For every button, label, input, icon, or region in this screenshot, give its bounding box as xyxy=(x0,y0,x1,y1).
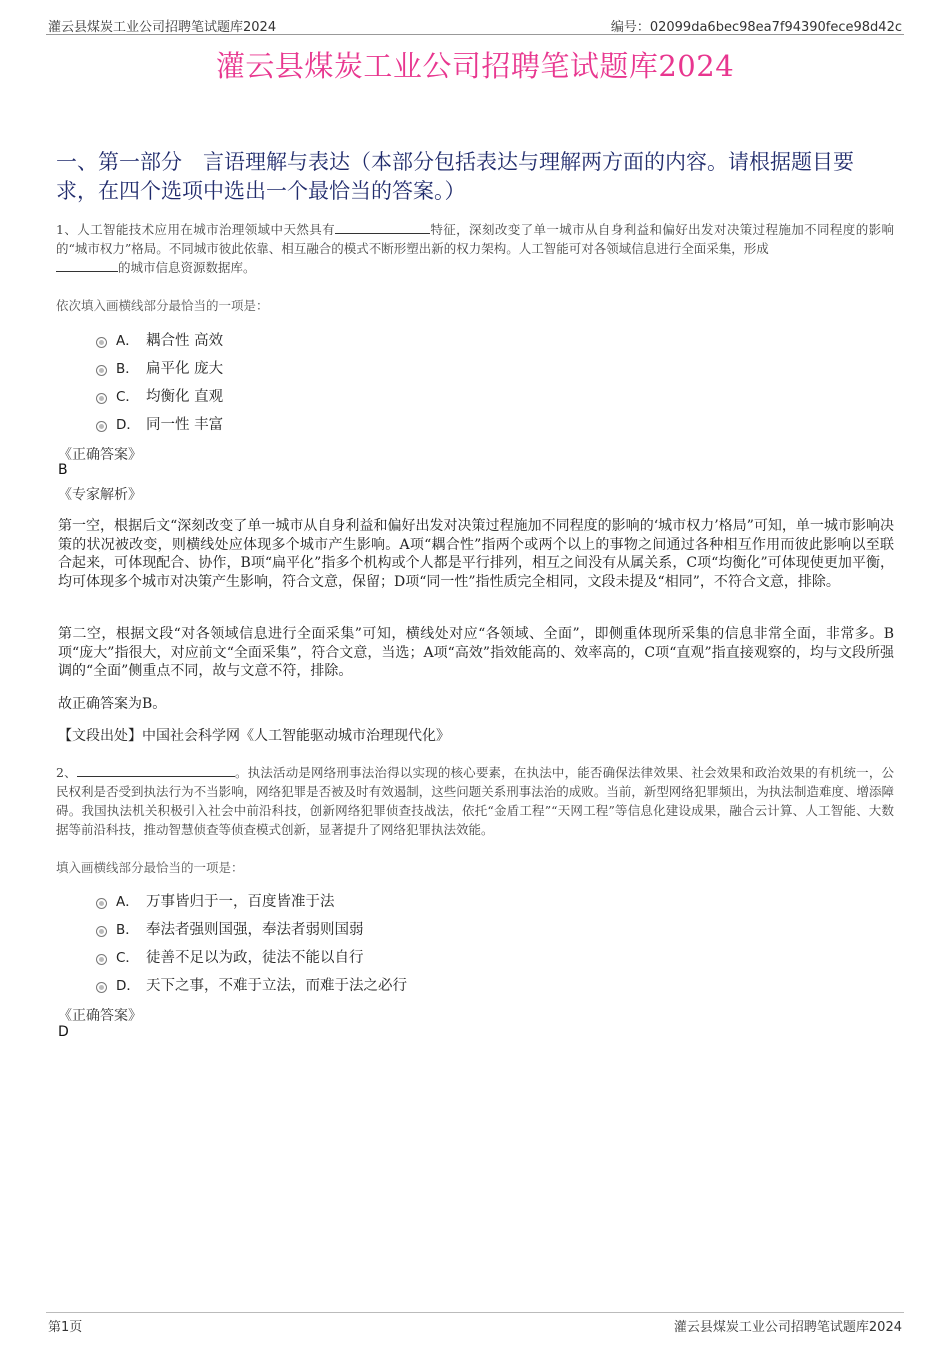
question-1-text-part: 1、人工智能技术应用在城市治理领域中天然具有 xyxy=(56,222,335,237)
question-2-text-part: 。执法活动是网络刑事法治得以实现的核心要素，在执法中，能否确保法律效果、社会效果和政治效果的有机统一，公民权利是否受到执法行为不当影响，网络犯罪是否被及时有效遏制，这些问题关系刑事法治的成败。当前，新型网络犯罪频出，为执法制造难度、增添障碍。我国执法机关积极引入社会中前沿科技，创新网络犯罪侦查技战法，依托“金盾工程”“天网工程”等信息化建设成果，融合云计算、人工智能、大数据等前沿科技，推动智慧侦查等侦查模式创新，显著提升了网络犯罪执法效能。 xyxy=(56,765,894,837)
option-text: 奉法者强则国强，奉法者弱则国弱 xyxy=(146,921,364,938)
page-header xyxy=(46,14,904,35)
question-1-text xyxy=(56,220,894,277)
option-text: 徒善不足以为政，徒法不能以自行 xyxy=(146,949,364,966)
option-a[interactable] xyxy=(96,886,407,914)
page-number: 第1页 xyxy=(48,1320,83,1335)
header-doc-name: 灌云县煤炭工业公司招聘笔试题库2024 xyxy=(48,20,277,35)
option-letter: C． xyxy=(116,950,139,966)
option-letter: D． xyxy=(116,978,140,994)
option-c[interactable] xyxy=(96,381,223,409)
radio-icon[interactable] xyxy=(96,365,107,376)
answer-tag: 《正确答案》 xyxy=(58,1008,142,1024)
analysis-paragraph-1: 第一空，根据后文“深刻改变了单一城市从自身利益和偏好出发对决策过程施加不同程度的影响的‘城市权力’格局”可知，单一城市影响决策的状况被改变，则横线处应体现多个城市产生影响。A项“耦合性”指两个或两个以上的事物之间通过各种相互作用而彼此影响以至联合起来，可体现配合、协作，B项“扁平化”指多个机构或个人都是平行排列，相互之间没有从属关系，C项“均衡化”可体现使更加平衡，均可体现多个城市对决策产生影响，符合文意，保留；D项“同一性”指性质完全相同，文段未提及“相同”，不符合文意，排除。 xyxy=(58,518,894,590)
answer-tag: 《正确答案》 xyxy=(58,447,142,463)
option-text: 天下之事，不难于立法，而难于法之必行 xyxy=(146,977,407,994)
radio-icon[interactable] xyxy=(96,954,107,965)
page-footer xyxy=(46,1312,904,1333)
question-2-prompt: 填入画横线部分最恰当的一项是： xyxy=(56,860,244,875)
question-2-text xyxy=(56,763,894,839)
radio-icon[interactable] xyxy=(96,421,107,432)
answer-blank xyxy=(335,221,430,234)
option-text: 均衡化 直观 xyxy=(146,388,224,405)
analysis-paragraph-2: 第二空，根据文段“对各领域信息进行全面采集”可知，横线处对应“各领域、全面”，即侧重体现所采集的信息非常全面，非常多。B项“庞大”指很大，对应前文“全面采集”，符合文意，当选；A项“高效”指效能高的、效率高的，C项“直观”指直接观察的，均与文段所强调的“全面”侧重点不同，故与文意不符，排除。 xyxy=(58,626,894,679)
radio-icon[interactable] xyxy=(96,393,107,404)
option-letter: A． xyxy=(116,333,139,349)
option-letter: D． xyxy=(116,417,140,433)
option-a[interactable] xyxy=(96,325,223,353)
option-letter: B． xyxy=(116,361,139,377)
radio-icon[interactable] xyxy=(96,982,107,993)
question-2-options xyxy=(96,886,407,998)
analysis-conclusion: 故正确答案为B。 xyxy=(58,696,167,712)
document-title: 灌云县煤炭工业公司招聘笔试题库2024 xyxy=(215,49,735,83)
option-text: 万事皆归于一，百度皆准于法 xyxy=(146,893,335,910)
question-1-options xyxy=(96,325,223,437)
correct-answer: D xyxy=(58,1024,69,1040)
correct-answer: B xyxy=(58,462,68,478)
radio-icon[interactable] xyxy=(96,337,107,348)
option-letter: B． xyxy=(116,922,139,938)
option-letter: C． xyxy=(116,389,139,405)
option-text: 扁平化 庞大 xyxy=(146,360,224,377)
answer-blank xyxy=(77,764,235,777)
question-2-number: 2、 xyxy=(56,765,77,780)
analysis-tag: 《专家解析》 xyxy=(58,487,142,503)
radio-icon[interactable] xyxy=(96,898,107,909)
question-1-text-part: 的城市信息资源数据库。 xyxy=(118,260,256,275)
header-doc-id: 编号：02099da6bec98ea7f94390fece98d42c xyxy=(610,20,902,35)
option-b[interactable] xyxy=(96,353,223,381)
answer-blank xyxy=(56,259,118,272)
option-text: 同一性 丰富 xyxy=(146,416,224,433)
option-d[interactable] xyxy=(96,970,407,998)
question-1-prompt: 依次填入画横线部分最恰当的一项是： xyxy=(56,298,269,313)
section-heading: 一、第一部分 言语理解与表达（本部分包括表达与理解两方面的内容。请根据题目要求，在四个选项中选出一个最恰当的答案。） xyxy=(56,150,854,203)
option-text: 耦合性 高效 xyxy=(146,332,224,349)
footer-doc-name: 灌云县煤炭工业公司招聘笔试题库2024 xyxy=(673,1320,902,1335)
source-citation: 【文段出处】中国社会科学网《人工智能驱动城市治理现代化》 xyxy=(58,728,450,744)
option-d[interactable] xyxy=(96,409,223,437)
radio-icon[interactable] xyxy=(96,926,107,937)
option-letter: A． xyxy=(116,894,139,910)
question-1-text-part: 特征，深刻改变了单一城市从自身利益和偏好出发对决策过程施加不同程度的影响的“城市权力”格局。不同城市彼此依靠、相互融合的模式不断形塑出新的权力架构。人工智能可对各领域信息进行全面采集，形成 xyxy=(56,222,894,256)
option-b[interactable] xyxy=(96,914,407,942)
option-c[interactable] xyxy=(96,942,407,970)
